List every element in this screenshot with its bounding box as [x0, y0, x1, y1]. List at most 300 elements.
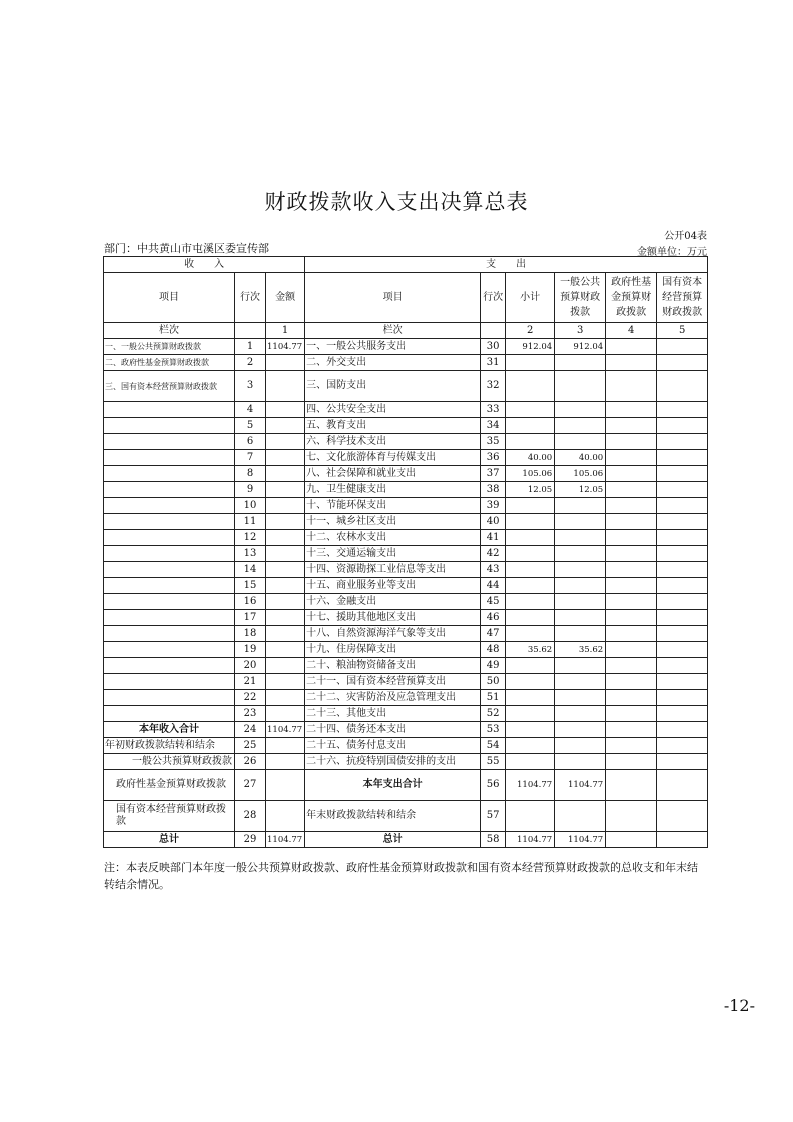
expense-gov-fund	[606, 355, 657, 371]
income-amount	[266, 642, 305, 658]
expense-state-capital	[657, 482, 708, 498]
expense-subtotal	[506, 801, 555, 832]
income-amount	[266, 562, 305, 578]
expense-general-budget	[555, 801, 606, 832]
table-row	[104, 562, 708, 578]
income-row-no: 20	[235, 658, 266, 674]
table-row	[104, 434, 708, 450]
expense-state-capital	[657, 801, 708, 832]
income-row-no: 4	[235, 402, 266, 418]
expense-row-no: 38	[481, 482, 506, 498]
expense-gov-fund	[606, 642, 657, 658]
expense-subtotal: 912.04	[506, 339, 555, 355]
column-index-label: 栏次	[104, 323, 235, 339]
expense-state-capital	[657, 371, 708, 402]
expense-subtotal	[506, 434, 555, 450]
income-row-no: 23	[235, 706, 266, 722]
income-row-no: 15	[235, 578, 266, 594]
income-amount: 1104.77	[266, 722, 305, 738]
expense-item: 十五、商业服务业等支出	[305, 578, 481, 594]
expense-row-no: 53	[481, 722, 506, 738]
expense-gov-fund	[606, 498, 657, 514]
income-row-no: 12	[235, 530, 266, 546]
table-row	[104, 402, 708, 418]
expense-item-header: 项目	[305, 273, 481, 323]
income-item	[104, 658, 235, 674]
income-row-no: 7	[235, 450, 266, 466]
expense-item: 二十四、债务还本支出	[305, 722, 481, 738]
expense-item: 二十六、抗疫特别国债安排的支出	[305, 754, 481, 770]
expense-gov-fund	[606, 482, 657, 498]
table-row	[104, 722, 708, 738]
income-row-no: 6	[235, 434, 266, 450]
expense-row-no: 39	[481, 498, 506, 514]
income-item	[104, 498, 235, 514]
expense-state-capital	[657, 530, 708, 546]
expense-general-budget: 912.04	[555, 339, 606, 355]
expense-gov-fund	[606, 514, 657, 530]
income-amount	[266, 514, 305, 530]
expense-subtotal	[506, 562, 555, 578]
expense-state-capital	[657, 722, 708, 738]
income-amount	[266, 498, 305, 514]
expense-gov-fund	[606, 690, 657, 706]
table-row	[104, 546, 708, 562]
expense-total-general-budget: 1104.77	[555, 832, 606, 848]
table-row	[104, 674, 708, 690]
expense-subtotal	[506, 722, 555, 738]
expense-subtotal	[506, 754, 555, 770]
expense-item: 十、节能环保支出	[305, 498, 481, 514]
expense-general-budget	[555, 754, 606, 770]
expense-section-header: 支 出	[305, 257, 708, 273]
expense-general-budget	[555, 418, 606, 434]
income-row-no: 18	[235, 626, 266, 642]
expense-state-capital	[657, 754, 708, 770]
expense-subtotal	[506, 658, 555, 674]
expense-gov-fund	[606, 738, 657, 754]
state-capital-header: 国有资本经营预算财政拨款	[657, 273, 708, 323]
expense-subtotal	[506, 530, 555, 546]
department-label: 部门：中共黄山市屯溪区委宣传部	[104, 242, 269, 255]
income-row-no: 10	[235, 498, 266, 514]
income-total-row-no: 29	[235, 832, 266, 848]
expense-state-capital	[657, 690, 708, 706]
expense-row-no: 42	[481, 546, 506, 562]
table-row	[104, 578, 708, 594]
expense-subtotal	[506, 706, 555, 722]
expense-general-budget	[555, 738, 606, 754]
expense-subtotal: 12.05	[506, 482, 555, 498]
expense-item: 二十二、灾害防治及应急管理支出	[305, 690, 481, 706]
expense-item: 十二、农林水支出	[305, 530, 481, 546]
expense-total-state-capital	[657, 832, 708, 848]
expense-general-budget	[555, 690, 606, 706]
expense-subtotal: 40.00	[506, 450, 555, 466]
income-item: 一般公共预算财政拨款	[104, 754, 235, 770]
income-amount	[266, 706, 305, 722]
expense-gov-fund	[606, 546, 657, 562]
income-amount	[266, 738, 305, 754]
expense-general-budget	[555, 722, 606, 738]
expense-item: 八、社会保障和就业支出	[305, 466, 481, 482]
income-item	[104, 562, 235, 578]
expense-general-budget: 105.06	[555, 466, 606, 482]
expense-gov-fund	[606, 339, 657, 355]
gov-fund-header: 政府性基金预算财政拨款	[606, 273, 657, 323]
expense-gov-fund	[606, 658, 657, 674]
income-amount	[266, 610, 305, 626]
expense-item: 十九、住房保障支出	[305, 642, 481, 658]
income-row-no: 13	[235, 546, 266, 562]
income-item	[104, 530, 235, 546]
table-row	[104, 770, 708, 801]
expense-state-capital	[657, 578, 708, 594]
expense-state-capital	[657, 674, 708, 690]
expense-subtotal	[506, 514, 555, 530]
income-amount	[266, 402, 305, 418]
expense-general-budget	[555, 562, 606, 578]
expense-row-no: 57	[481, 801, 506, 832]
expense-general-budget	[555, 514, 606, 530]
expense-row-no: 40	[481, 514, 506, 530]
income-amount	[266, 658, 305, 674]
expense-state-capital	[657, 402, 708, 418]
income-amount	[266, 482, 305, 498]
expense-item: 三、国防支出	[305, 371, 481, 402]
expense-state-capital	[657, 546, 708, 562]
empty-cell	[235, 323, 266, 339]
expense-gov-fund	[606, 626, 657, 642]
income-amount	[266, 546, 305, 562]
expense-total-subtotal: 1104.77	[506, 832, 555, 848]
expense-item: 九、卫生健康支出	[305, 482, 481, 498]
income-section-header: 收 入	[104, 257, 305, 273]
expense-row-no: 50	[481, 674, 506, 690]
expense-row-no: 54	[481, 738, 506, 754]
income-row-no: 1	[235, 339, 266, 355]
expense-item: 年末财政拨款结转和结余	[305, 801, 481, 832]
income-amount	[266, 594, 305, 610]
income-amount	[266, 450, 305, 466]
income-row-no: 5	[235, 418, 266, 434]
income-row-no: 14	[235, 562, 266, 578]
expense-total-label: 总计	[305, 832, 481, 848]
income-row-no: 19	[235, 642, 266, 658]
expense-gov-fund	[606, 754, 657, 770]
income-item	[104, 402, 235, 418]
income-item: 国有资本经营预算财政拨款	[104, 801, 235, 832]
expense-general-budget	[555, 402, 606, 418]
subtotal-header: 小计	[506, 273, 555, 323]
income-item	[104, 514, 235, 530]
table-row	[104, 514, 708, 530]
income-row-no: 9	[235, 482, 266, 498]
income-total-amount: 1104.77	[266, 832, 305, 848]
expense-item: 七、文化旅游体育与传媒支出	[305, 450, 481, 466]
income-total-label: 总计	[104, 832, 235, 848]
income-amount	[266, 801, 305, 832]
income-item: 政府性基金预算财政拨款	[104, 770, 235, 801]
table-row	[104, 658, 708, 674]
table-row	[104, 339, 708, 355]
expense-state-capital	[657, 642, 708, 658]
table-row	[104, 706, 708, 722]
income-item	[104, 418, 235, 434]
income-amount	[266, 418, 305, 434]
table-row	[104, 418, 708, 434]
expense-general-budget: 35.62	[555, 642, 606, 658]
expense-item: 二十五、债务付息支出	[305, 738, 481, 754]
expense-state-capital	[657, 706, 708, 722]
table-row	[104, 594, 708, 610]
expense-row-no: 31	[481, 355, 506, 371]
column-index-1: 1	[266, 323, 305, 339]
expense-row-no: 36	[481, 450, 506, 466]
income-item	[104, 706, 235, 722]
income-item	[104, 546, 235, 562]
table-row	[104, 801, 708, 832]
income-row-no: 2	[235, 355, 266, 371]
expense-item: 二十三、其他支出	[305, 706, 481, 722]
expense-item: 十七、援助其他地区支出	[305, 610, 481, 626]
amount-unit-label: 金额单位：万元	[637, 247, 707, 258]
table-row	[104, 355, 708, 371]
income-amount	[266, 371, 305, 402]
expense-general-budget	[555, 674, 606, 690]
expense-row-no-header: 行次	[481, 273, 506, 323]
income-amount	[266, 754, 305, 770]
column-index-5: 5	[657, 323, 708, 339]
expense-subtotal	[506, 498, 555, 514]
column-index-row	[104, 323, 708, 339]
table-row	[104, 371, 708, 402]
expense-item: 十三、交通运输支出	[305, 546, 481, 562]
income-row-no: 25	[235, 738, 266, 754]
expense-row-no: 46	[481, 610, 506, 626]
income-item	[104, 690, 235, 706]
expense-state-capital	[657, 626, 708, 642]
expense-subtotal	[506, 355, 555, 371]
expense-general-budget	[555, 355, 606, 371]
section-header-row	[104, 257, 708, 273]
expense-state-capital	[657, 450, 708, 466]
income-amount	[266, 530, 305, 546]
income-amount	[266, 434, 305, 450]
expense-item: 六、科学技术支出	[305, 434, 481, 450]
table-body	[104, 339, 708, 770]
income-row-no: 28	[235, 801, 266, 832]
expense-subtotal	[506, 546, 555, 562]
expense-state-capital	[657, 418, 708, 434]
expense-state-capital	[657, 434, 708, 450]
income-row-no: 24	[235, 722, 266, 738]
table-row	[104, 610, 708, 626]
expense-general-budget	[555, 578, 606, 594]
expense-gov-fund	[606, 578, 657, 594]
expense-gov-fund	[606, 594, 657, 610]
expense-gov-fund	[606, 706, 657, 722]
income-item	[104, 626, 235, 642]
expense-general-budget	[555, 610, 606, 626]
expense-subtotal	[506, 578, 555, 594]
expense-general-budget	[555, 594, 606, 610]
expense-total-row-no: 58	[481, 832, 506, 848]
expense-item: 二十一、国有资本经营预算支出	[305, 674, 481, 690]
income-amount	[266, 626, 305, 642]
expense-item: 四、公共安全支出	[305, 402, 481, 418]
expense-state-capital	[657, 466, 708, 482]
income-item	[104, 434, 235, 450]
expense-item: 一、一般公共服务支出	[305, 339, 481, 355]
expense-gov-fund	[606, 434, 657, 450]
table-row	[104, 482, 708, 498]
expense-subtotal	[506, 690, 555, 706]
expense-item: 二十、粮油物资储备支出	[305, 658, 481, 674]
expense-general-budget	[555, 546, 606, 562]
income-item: 本年收入合计	[104, 722, 235, 738]
expense-item: 二、外交支出	[305, 355, 481, 371]
expense-row-no: 52	[481, 706, 506, 722]
expense-subtotal	[506, 594, 555, 610]
expense-subtotal	[506, 418, 555, 434]
expense-row-no: 33	[481, 402, 506, 418]
income-row-no: 3	[235, 371, 266, 402]
footnote: 注：本表反映部门本年度一般公共预算财政拨款、政府性基金预算财政拨款和国有资本经营预算财政拨款的总收支和年末结转结余情况。	[104, 861, 698, 891]
expense-gov-fund	[606, 770, 657, 801]
expense-subtotal	[506, 626, 555, 642]
expense-item: 本年支出合计	[305, 770, 481, 801]
table-row	[104, 690, 708, 706]
income-item	[104, 450, 235, 466]
column-index-4: 4	[606, 323, 657, 339]
expense-gov-fund	[606, 610, 657, 626]
expense-total-gov-fund	[606, 832, 657, 848]
income-item: 三、国有资本经营预算财政拨款	[104, 371, 235, 402]
expense-gov-fund	[606, 801, 657, 832]
table-row	[104, 626, 708, 642]
income-amount	[266, 466, 305, 482]
income-item	[104, 642, 235, 658]
expense-row-no: 48	[481, 642, 506, 658]
income-row-no: 11	[235, 514, 266, 530]
expense-subtotal	[506, 674, 555, 690]
expense-state-capital	[657, 355, 708, 371]
expense-gov-fund	[606, 466, 657, 482]
table-row	[104, 738, 708, 754]
budget-summary-table	[103, 256, 708, 848]
expense-general-budget	[555, 434, 606, 450]
expense-item: 十一、城乡社区支出	[305, 514, 481, 530]
expense-item: 十四、资源勘探工业信息等支出	[305, 562, 481, 578]
expense-general-budget	[555, 706, 606, 722]
income-item-header: 项目	[104, 273, 235, 323]
expense-gov-fund	[606, 722, 657, 738]
expense-row-no: 45	[481, 594, 506, 610]
expense-subtotal	[506, 610, 555, 626]
expense-state-capital	[657, 738, 708, 754]
expense-gov-fund	[606, 402, 657, 418]
expense-state-capital	[657, 562, 708, 578]
empty-cell	[481, 323, 506, 339]
expense-row-no: 51	[481, 690, 506, 706]
income-row-no: 16	[235, 594, 266, 610]
expense-row-no: 30	[481, 339, 506, 355]
income-item	[104, 594, 235, 610]
expense-row-no: 37	[481, 466, 506, 482]
expense-subtotal: 1104.77	[506, 770, 555, 801]
income-row-no: 21	[235, 674, 266, 690]
expense-row-no: 43	[481, 562, 506, 578]
expense-state-capital	[657, 610, 708, 626]
table-row	[104, 466, 708, 482]
table-row	[104, 754, 708, 770]
expense-item: 十八、自然资源海洋气象等支出	[305, 626, 481, 642]
income-amount	[266, 578, 305, 594]
expense-state-capital	[657, 498, 708, 514]
income-amount	[266, 355, 305, 371]
table-row	[104, 642, 708, 658]
column-index-3: 3	[555, 323, 606, 339]
expense-row-no: 41	[481, 530, 506, 546]
expense-gov-fund	[606, 562, 657, 578]
column-index-label-2: 栏次	[305, 323, 481, 339]
expense-state-capital	[657, 339, 708, 355]
income-item: 年初财政拨款结转和结余	[104, 738, 235, 754]
income-row-no: 17	[235, 610, 266, 626]
table-footer	[104, 770, 708, 848]
income-amount	[266, 690, 305, 706]
expense-subtotal: 35.62	[506, 642, 555, 658]
expense-row-no: 49	[481, 658, 506, 674]
expense-general-budget	[555, 658, 606, 674]
expense-subtotal: 105.06	[506, 466, 555, 482]
expense-gov-fund	[606, 371, 657, 402]
expense-row-no: 47	[481, 626, 506, 642]
income-item	[104, 578, 235, 594]
expense-row-no: 55	[481, 754, 506, 770]
income-amount	[266, 674, 305, 690]
income-row-no: 26	[235, 754, 266, 770]
income-item: 一、一般公共预算财政拨款	[104, 339, 235, 355]
table-row	[104, 530, 708, 546]
expense-item: 十六、金融支出	[305, 594, 481, 610]
expense-state-capital	[657, 658, 708, 674]
page-number: -12-	[723, 996, 755, 1015]
income-row-no: 22	[235, 690, 266, 706]
income-item	[104, 610, 235, 626]
income-row-no-header: 行次	[235, 273, 266, 323]
income-row-no: 27	[235, 770, 266, 801]
expense-general-budget	[555, 530, 606, 546]
expense-gov-fund	[606, 418, 657, 434]
expense-subtotal	[506, 402, 555, 418]
income-row-no: 8	[235, 466, 266, 482]
expense-subtotal	[506, 738, 555, 754]
expense-subtotal	[506, 371, 555, 402]
income-item: 二、政府性基金预算财政拨款	[104, 355, 235, 371]
income-amount: 1104.77	[266, 339, 305, 355]
income-amount-header: 金额	[266, 273, 305, 323]
income-item	[104, 466, 235, 482]
table-row	[104, 498, 708, 514]
expense-general-budget: 40.00	[555, 450, 606, 466]
expense-gov-fund	[606, 530, 657, 546]
column-index-2: 2	[506, 323, 555, 339]
expense-row-no: 34	[481, 418, 506, 434]
expense-state-capital	[657, 594, 708, 610]
expense-general-budget: 1104.77	[555, 770, 606, 801]
